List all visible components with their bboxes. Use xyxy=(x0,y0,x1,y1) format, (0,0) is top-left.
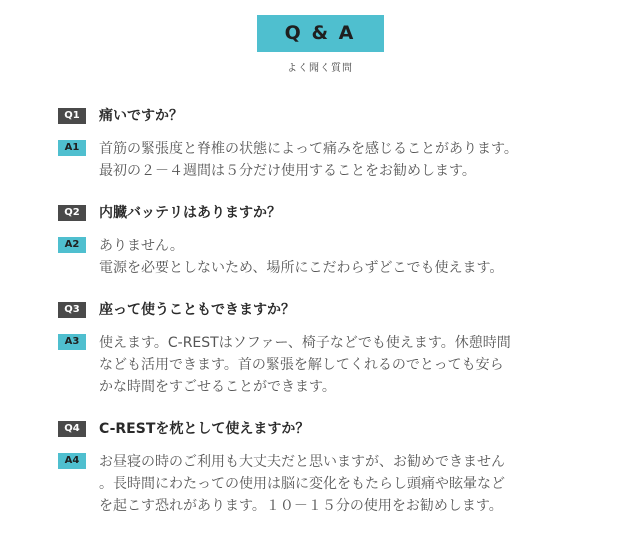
question-row xyxy=(58,106,618,126)
answer-text: お昼寝の時のご利用も大丈夫だと思いますが、お勧めできません 。長時間にわたっての使用は脳に変化をもたらし頭痛や眩暈など を起こす恐れがあります。１０－１５分の使用をお勧めします。 xyxy=(99,454,505,514)
question-text: 座って使うこともできますか？ xyxy=(99,302,295,318)
answer-row xyxy=(58,451,618,517)
answer-row xyxy=(58,332,618,398)
question-text: 痛いですか？ xyxy=(99,108,183,124)
answer-text: 首筋の緊張度と脊椎の状態によって痛みを感じることがあります。 最初の２－４週間は５分だけ使用することをお勧めします。 xyxy=(99,141,518,179)
qa-list xyxy=(58,106,618,538)
qa-item-4 xyxy=(58,419,618,517)
page-header xyxy=(0,15,640,74)
question-row xyxy=(58,419,618,439)
question-tag: Q4 xyxy=(58,421,86,437)
qa-item-3 xyxy=(58,300,618,398)
answer-tag: A1 xyxy=(58,140,86,156)
question-tag: Q3 xyxy=(58,302,86,318)
answer-tag: A3 xyxy=(58,334,86,350)
page-title: Q & A xyxy=(257,15,384,52)
answer-row xyxy=(58,138,618,182)
question-row xyxy=(58,203,618,223)
question-text: C-RESTを枕として使えますか？ xyxy=(99,421,310,437)
answer-text: ありません。 電源を必要としないため、場所にこだわらずどこでも使えます。 xyxy=(99,238,504,276)
answer-tag: A4 xyxy=(58,453,86,469)
qa-item-1 xyxy=(58,106,618,182)
answer-row xyxy=(58,235,618,279)
answer-text: 使えます。C-RESTはソファー、椅子などでも使えます。休憩時間 なども活用できます。首の緊張を解してくれるのでとっても安ら かな時間をすごせることができます。 xyxy=(99,335,511,395)
question-tag: Q2 xyxy=(58,205,86,221)
page-subtitle: よく聞く質問 xyxy=(287,63,353,74)
answer-tag: A2 xyxy=(58,237,86,253)
qa-item-2 xyxy=(58,203,618,279)
question-row xyxy=(58,300,618,320)
question-tag: Q1 xyxy=(58,108,86,124)
question-text: 内臓バッテリはありますか？ xyxy=(99,205,281,221)
